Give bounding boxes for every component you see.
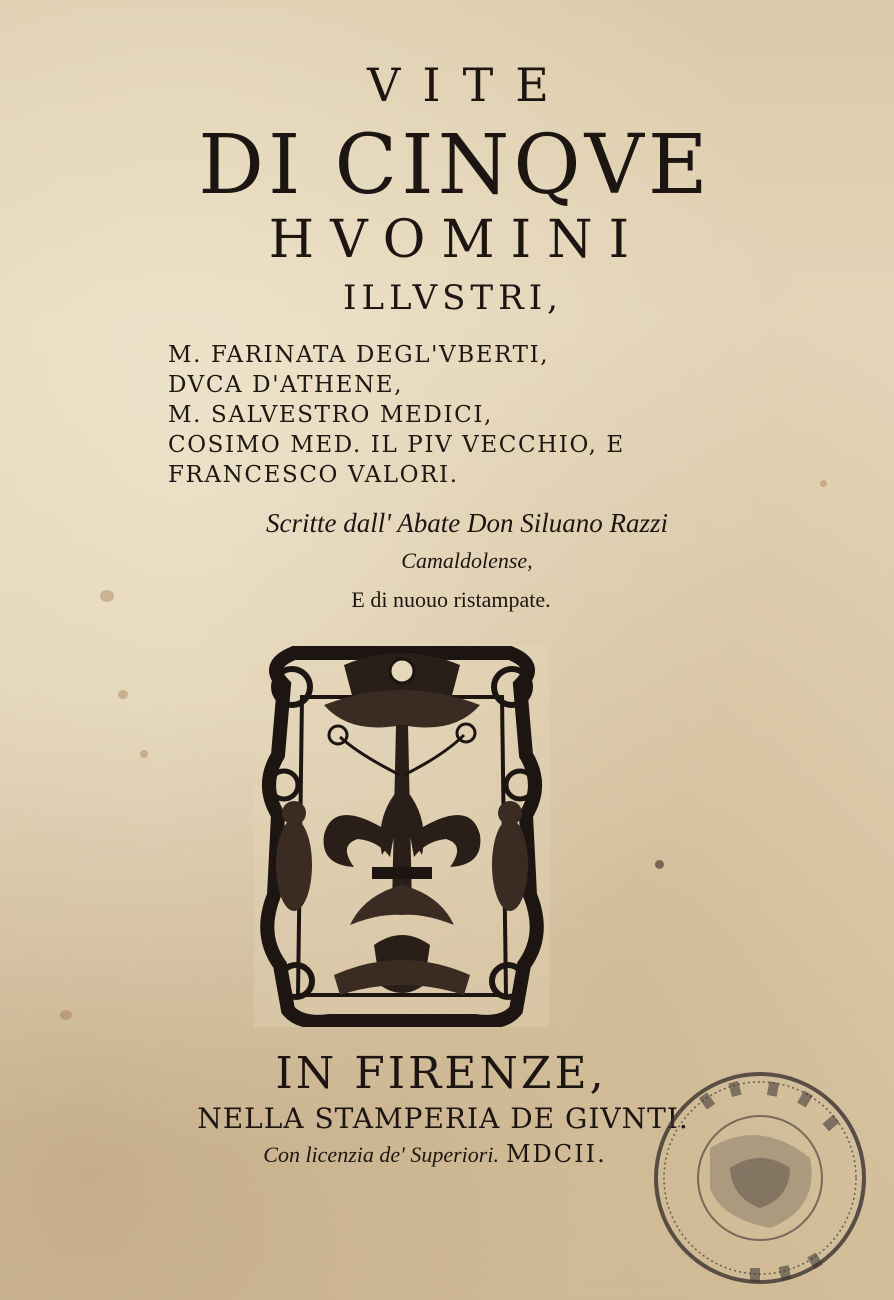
imprint-city: IN FIRENZE, [275, 1048, 607, 1099]
fleur-de-lis-woodcut [254, 645, 550, 1027]
imprint-printer: NELLA STAMPERIA DE GIVNTI. [197, 1102, 689, 1135]
imprint-year: MDCII. [505, 1140, 607, 1168]
foxing-spot [60, 1010, 72, 1020]
order-line: Camaldolense, [401, 548, 533, 573]
circular-library-stamp [650, 1068, 870, 1288]
subject-line: FRANCESCO VALORI. [168, 462, 459, 488]
subjects-list [168, 340, 768, 490]
subject-line: M. SALVESTRO MEDICI, [168, 402, 493, 428]
foxing-spot [655, 860, 664, 869]
author-line: Scritte dall' Abate Don Siluano Razzi [265, 508, 668, 538]
imprint-license: Con licenzia de' Superiori. [263, 1142, 499, 1167]
subject-line: DVCA D'ATHENE, [168, 372, 404, 398]
edition-line: E di nuouo ristampate. [351, 587, 551, 612]
subject-line: COSIMO MED. IL PIV VECCHIO, E [168, 432, 625, 458]
subject-line: M. FARINATA DEGL'VBERTI, [168, 342, 550, 368]
title-word-illustri: ILLVSTRI, [343, 278, 563, 318]
title-word-huomini: HVOMINI [268, 210, 646, 270]
title-word-vite: VITE [367, 58, 571, 112]
foxing-spot [118, 690, 128, 699]
foxing-spot [140, 750, 148, 758]
foxing-spot [820, 480, 827, 487]
title-word-di-cinque: DI CINQVE [198, 118, 712, 213]
